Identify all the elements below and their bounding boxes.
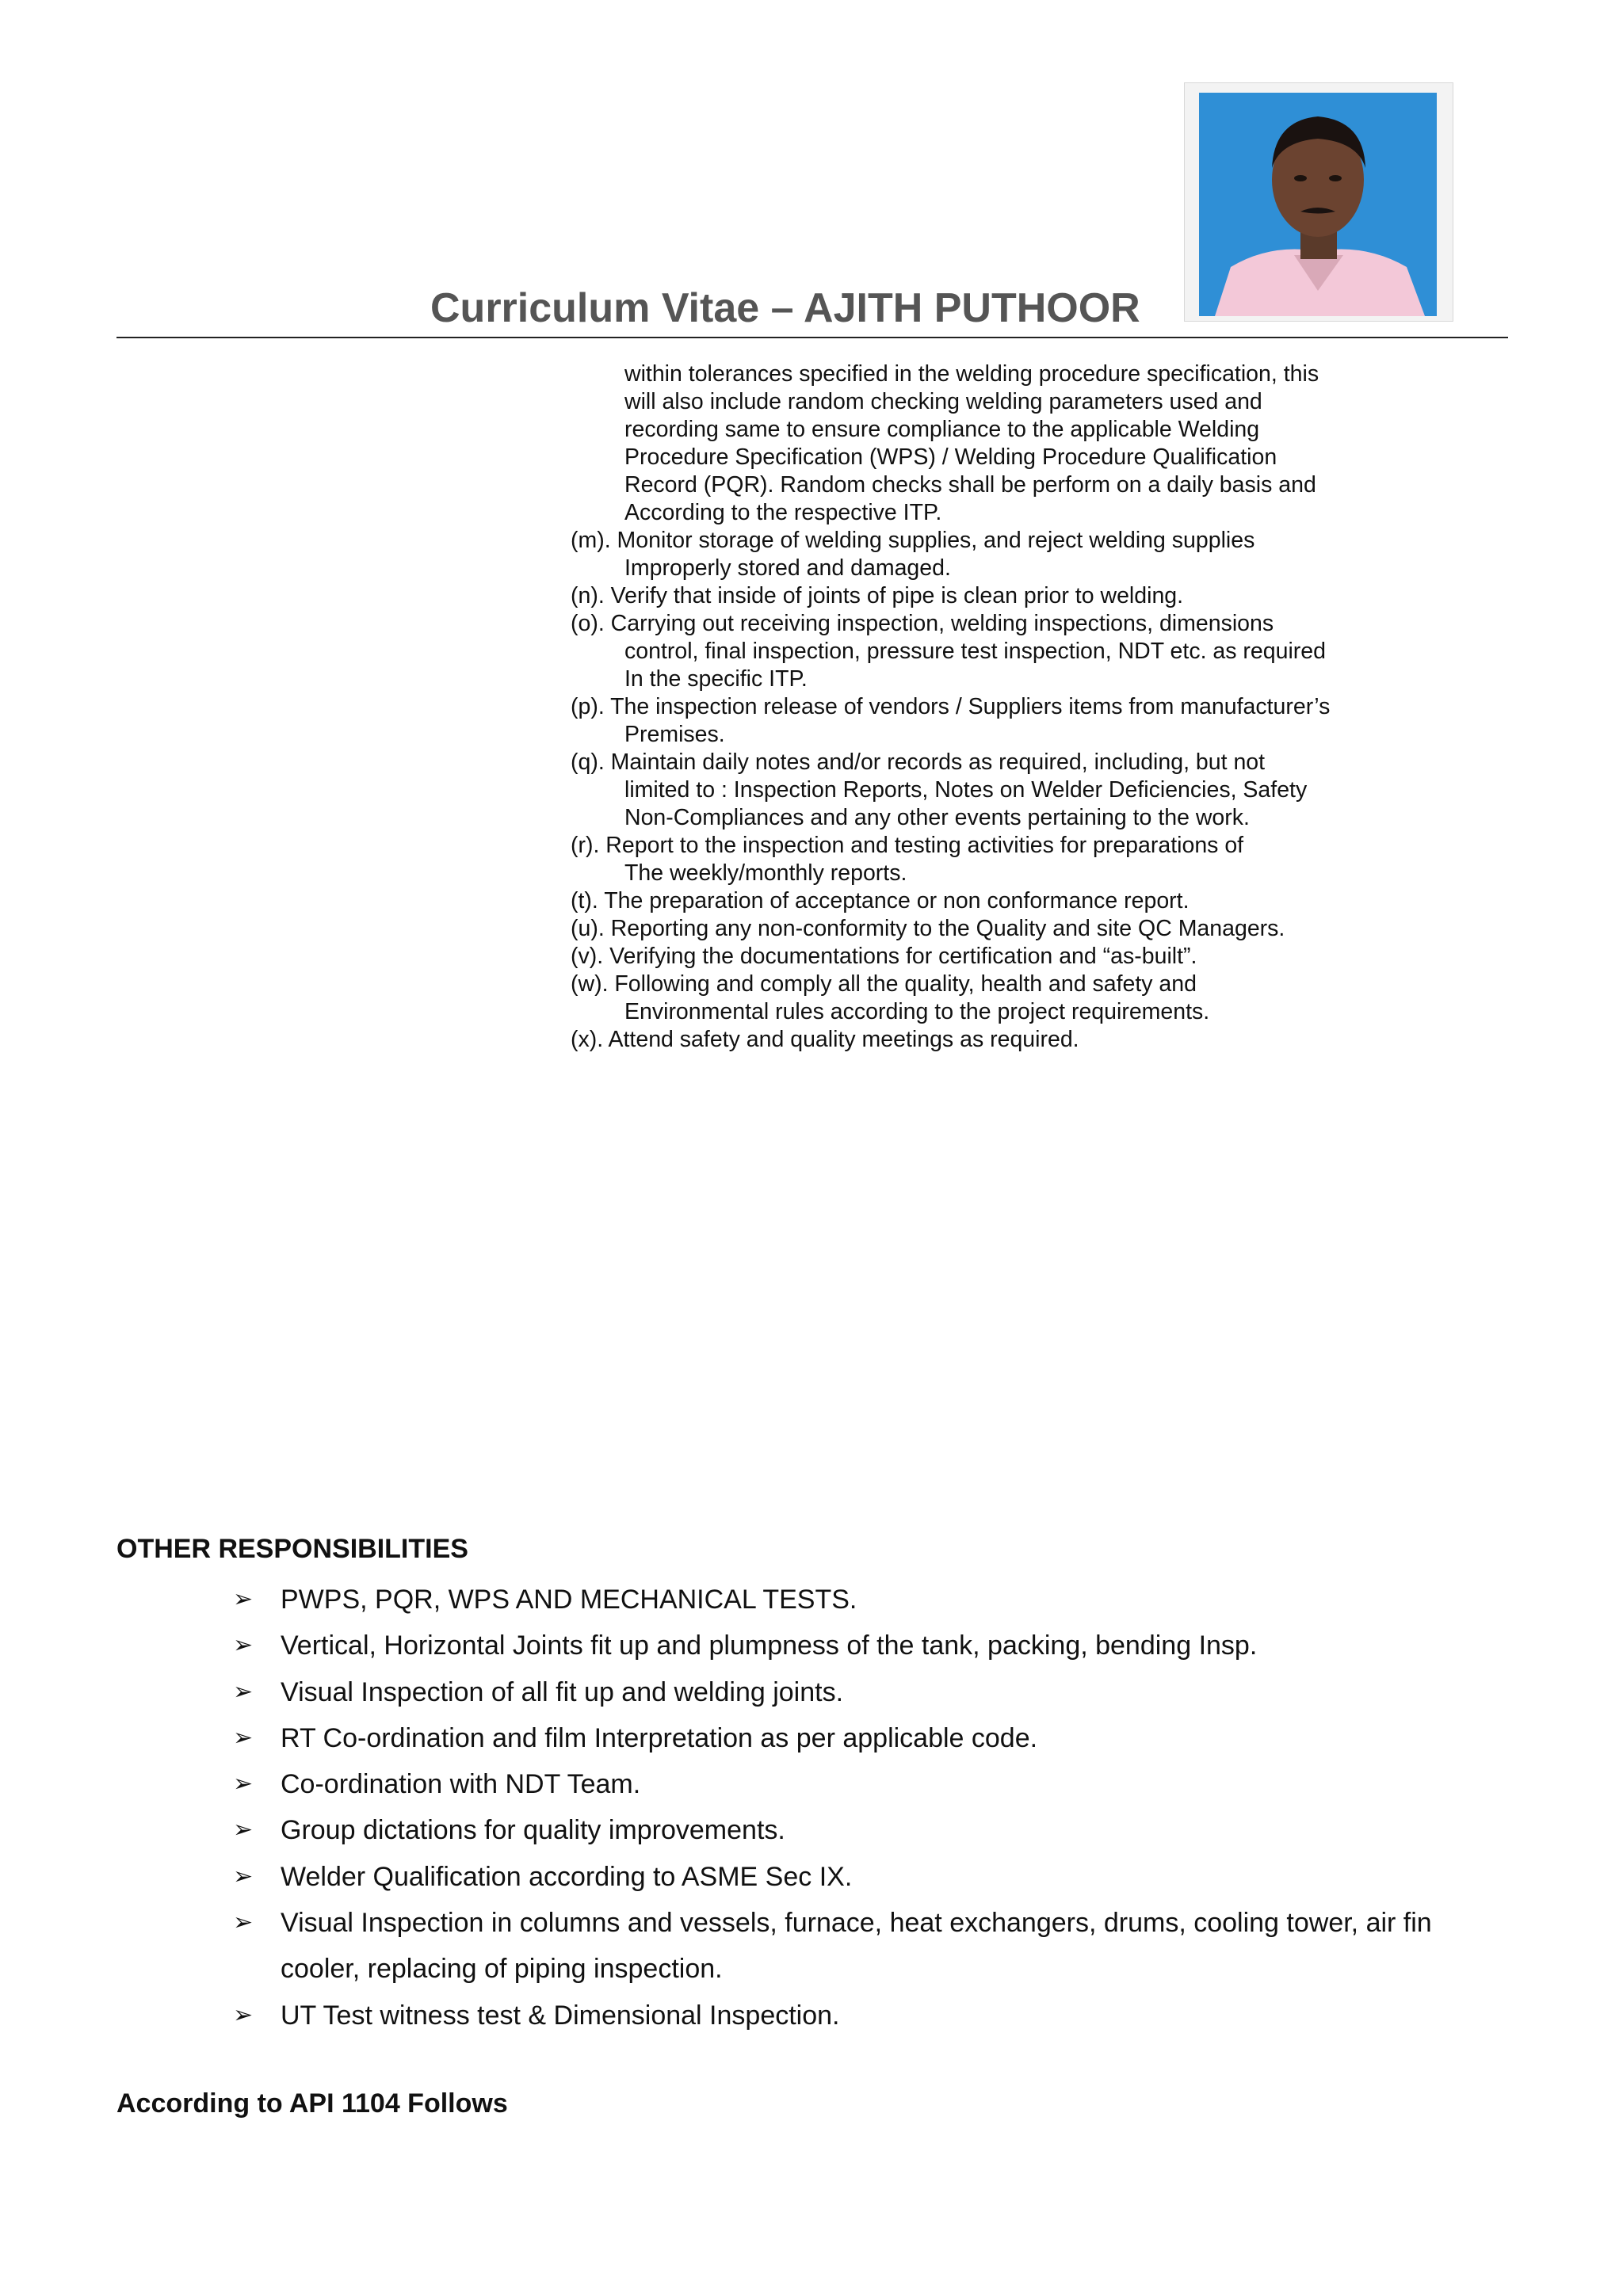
list-item-text: RT Co-ordination and film Interpretation as per applicable code. <box>281 1722 1038 1753</box>
list-item-text: Visual Inspection of all fit up and welding joints. <box>281 1676 844 1707</box>
arrow-bullet-icon: ➢ <box>233 1863 254 1890</box>
list-item <box>230 1807 1514 1853</box>
duty-line: (o). Carrying out receiving inspection, welding inspections, dimensions <box>571 611 1274 636</box>
list-item <box>230 1577 1514 1623</box>
list-item-text: Group dictations for quality improvements. <box>281 1815 785 1846</box>
list-item-text: UT Test witness test & Dimensional Inspection. <box>281 2000 840 2031</box>
duty-line: (t). The preparation of acceptance or non conformance report. <box>571 888 1190 913</box>
duty-line: (v). Verifying the documentations for certification and “as-built”. <box>571 944 1197 969</box>
duty-line: According to the respective ITP. <box>624 500 942 525</box>
duty-line: Procedure Specification (WPS) / Welding Procedure Qualification <box>624 444 1277 470</box>
arrow-bullet-icon: ➢ <box>233 1678 254 1705</box>
arrow-bullet-icon: ➢ <box>233 1632 254 1659</box>
arrow-bullet-icon: ➢ <box>233 1909 254 1936</box>
header-divider <box>116 337 1508 338</box>
duty-line: within tolerances specified in the welding procedure specification, this <box>624 361 1319 387</box>
list-item-text: Welder Qualification according to ASME Sec IX. <box>281 1861 853 1892</box>
arrow-bullet-icon: ➢ <box>233 1817 254 1844</box>
portrait-image <box>1199 93 1437 316</box>
duty-line: will also include random checking welding parameters used and <box>624 389 1262 414</box>
arrow-bullet-icon: ➢ <box>233 1724 254 1751</box>
photo-frame <box>1184 82 1453 322</box>
duty-line: (u). Reporting any non-conformity to the Quality and site QC Managers. <box>571 916 1285 941</box>
arrow-bullet-icon: ➢ <box>233 1586 254 1612</box>
duty-line: recording same to ensure compliance to the applicable Welding <box>624 417 1260 442</box>
duty-line: (q). Maintain daily notes and/or records as required, including, but not <box>571 749 1266 775</box>
other-responsibilities-list <box>230 1577 1514 2039</box>
duty-line: (w). Following and comply all the quality, health and safety and <box>571 971 1197 997</box>
list-item <box>230 1854 1514 1900</box>
duties-list <box>571 360 1474 1054</box>
duty-line: Premises. <box>624 722 725 747</box>
candidate-photo <box>1199 93 1437 316</box>
list-item <box>230 1623 1514 1669</box>
duty-line: (r). Report to the inspection and testing activities for preparations of <box>571 833 1244 858</box>
list-item <box>230 1900 1514 1993</box>
duty-line: The weekly/monthly reports. <box>624 860 907 886</box>
duty-line: Record (PQR). Random checks shall be perform on a daily basis and <box>624 472 1316 498</box>
duty-line: limited to : Inspection Reports, Notes on Welder Deficiencies, Safety <box>624 777 1308 803</box>
list-item-text: Visual Inspection in columns and vessels, furnace, heat exchangers, drums, cooling tower, air fin cooler, replacing of piping inspection. <box>281 1908 1432 1985</box>
page-title: Curriculum Vitae – AJITH PUTHOOR <box>430 285 1140 331</box>
duty-line: (m). Monitor storage of welding supplies, and reject welding supplies <box>571 528 1255 553</box>
list-item <box>230 1761 1514 1807</box>
duty-line: control, final inspection, pressure test inspection, NDT etc. as required <box>624 639 1326 664</box>
list-item-text: PWPS, PQR, WPS AND MECHANICAL TESTS. <box>281 1585 857 1615</box>
duty-line: In the specific ITP. <box>624 666 808 692</box>
section-heading-other-responsibilities: OTHER RESPONSIBILITIES <box>116 1534 468 1564</box>
list-item <box>230 1993 1514 2039</box>
arrow-bullet-icon: ➢ <box>233 1771 254 1798</box>
duty-line: (n). Verify that inside of joints of pipe is clean prior to welding. <box>571 583 1184 608</box>
list-item-text: Vertical, Horizontal Joints fit up and plumpness of the tank, packing, bending Insp. <box>281 1630 1258 1661</box>
duty-line: Environmental rules according to the project requirements. <box>624 999 1210 1024</box>
arrow-bullet-icon: ➢ <box>233 2001 254 2028</box>
list-item <box>230 1669 1514 1715</box>
list-item-text: Co-ordination with NDT Team. <box>281 1769 641 1800</box>
section-heading-api-1104: According to API 1104 Follows <box>116 2088 508 2119</box>
duty-line: (p). The inspection release of vendors / Suppliers items from manufacturer’s <box>571 694 1331 719</box>
duty-line: Non-Compliances and any other events pertaining to the work. <box>624 805 1250 830</box>
duty-line: Improperly stored and damaged. <box>624 555 951 581</box>
duty-line: (x). Attend safety and quality meetings as required. <box>571 1027 1079 1052</box>
list-item <box>230 1715 1514 1761</box>
